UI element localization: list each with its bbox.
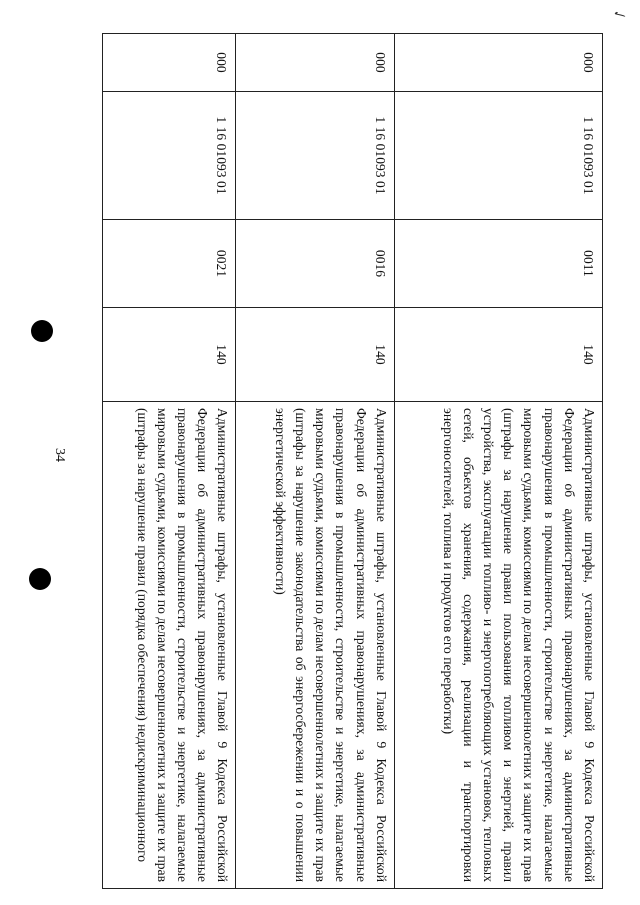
subtype-code-cell: 0016 bbox=[236, 220, 394, 308]
admin-code-cell: 000 bbox=[236, 34, 394, 92]
revenue-code-cell: 1 16 01093 01 bbox=[394, 92, 602, 220]
table-row bbox=[236, 34, 394, 889]
page-number: 34 bbox=[52, 448, 67, 462]
description-cell: Административные штрафы, установленные Главой 9 Кодекса Российской Федерации об административных правонарушениях, за административные правонарушения в промышленности, строительстве и энергетике, налагаемые мировыми судьями, комиссиями по делам несовершеннолетних и защите их прав (штрафы за нарушение правил (порядка обеспечения) недискриминационного bbox=[103, 402, 236, 889]
subtype-code-cell: 0021 bbox=[103, 220, 236, 308]
kosgu-code-cell: 140 bbox=[236, 308, 394, 402]
description-cell: Административные штрафы, установленные Главой 9 Кодекса Российской Федерации об административных правонарушениях, за административные правонарушения в промышленности, строительстве и энергетике, налагаемые мировыми судьями, комиссиями по делам несовершеннолетних и защите их прав (штрафы за нарушение правил пользования топливом и энергией, правил устройства, эксплуатации топливо- и энергопотребляющих установок, тепловых сетей, объектов хранения, содержания, реализации и транспортировки энергоносителей, топлива и продуктов его переработки) bbox=[394, 402, 602, 889]
revenue-codes-table-wrapper bbox=[102, 33, 603, 888]
kosgu-code-cell: 140 bbox=[394, 308, 602, 402]
kosgu-code-cell: 140 bbox=[103, 308, 236, 402]
admin-code-cell: 000 bbox=[394, 34, 602, 92]
admin-code-cell: 000 bbox=[103, 34, 236, 92]
revenue-code-cell: 1 16 01093 01 bbox=[103, 92, 236, 220]
subtype-code-cell: 0011 bbox=[394, 220, 602, 308]
revenue-codes-table bbox=[102, 33, 603, 889]
punch-hole-top bbox=[31, 320, 53, 342]
handwritten-mark: ✓ bbox=[608, 5, 628, 24]
table-row bbox=[394, 34, 602, 889]
table-row bbox=[103, 34, 236, 889]
description-cell: Административные штрафы, установленные Главой 9 Кодекса Российской Федерации об административных правонарушениях, за административные правонарушения в промышленности, строительстве и энергетике, налагаемые мировыми судьями, комиссиями по делам несовершеннолетних и защите их прав (штрафы за нарушение законодательства об энергосбережении и о повышении энергетической эффективности) bbox=[236, 402, 394, 889]
punch-hole-bottom bbox=[29, 568, 51, 590]
revenue-code-cell: 1 16 01093 01 bbox=[236, 92, 394, 220]
